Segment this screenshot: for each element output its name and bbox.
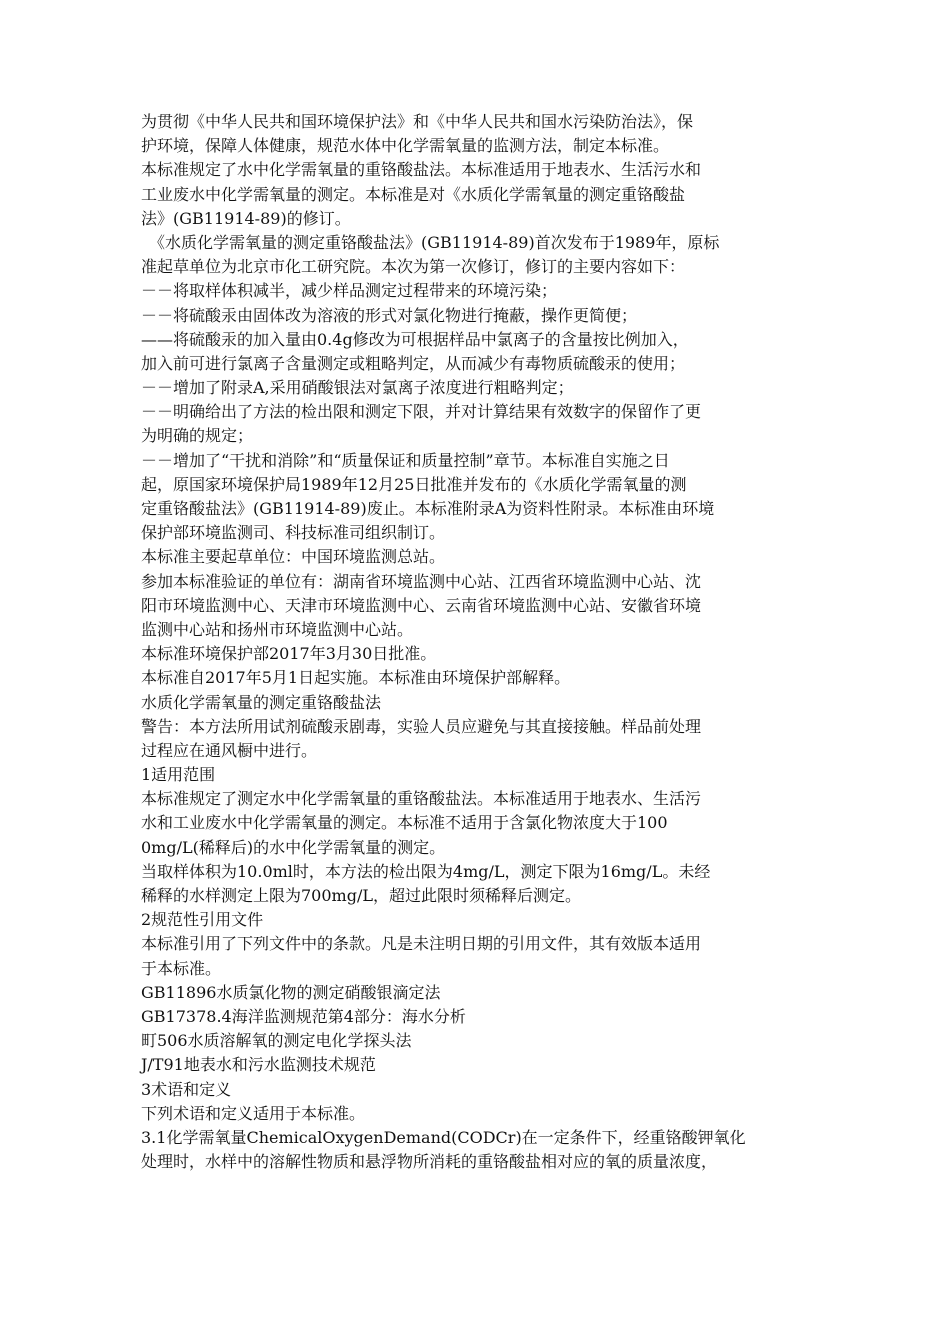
definition-text: 处理时，水样中的溶解性物质和悬浮物所消耗的重铬酸盐相对应的氧的质量浓度， <box>141 1152 718 1172</box>
text-line: 0mg/L(稀释后)的水中化学需氧量的测定。 <box>141 837 446 857</box>
reference-item: J/T91地表水和污水监测技术规范 <box>141 1055 376 1075</box>
definition-text: 3.1化学需氧量ChemicalOxygenDemand(CODCr)在一定条件下，经重铬酸钾氧化 <box>141 1127 746 1147</box>
text-line: －－将取样体积减半，减少样品测定过程带来的环境污染； <box>141 281 558 301</box>
text-line: 阳市环境监测中心、天津市环境监测中心、云南省环境监测中心站、安徽省环境 <box>141 595 702 615</box>
warning-text: 警告：本方法所用试剂硫酸汞剧毒，实验人员应避免与其直接接触。样品前处理 <box>141 716 702 736</box>
reference-item: 町506水质溶解氧的测定电化学探头法 <box>141 1031 412 1051</box>
section-heading: 3术语和定义 <box>141 1079 232 1099</box>
text-line: 法》(GB11914-89)的修订。 <box>141 208 351 228</box>
text-line: 为明确的规定； <box>141 426 254 446</box>
text-line: 水和工业废水中化学需氧量的测定。本标准不适用于含氯化物浓度大于100 <box>141 813 668 833</box>
section-heading: 2规范性引用文件 <box>141 910 264 930</box>
section-title: 水质化学需氧量的测定重铬酸盐法 <box>141 692 382 712</box>
document-body <box>141 110 821 1174</box>
text-line: 本标准规定了水中化学需氧量的重铬酸盐法。本标准适用于地表水、生活污水和 <box>141 160 702 180</box>
text-line: 保护部环境监测司、科技标准司组织制订。 <box>141 523 446 543</box>
text-line: 本标准主要起草单位：中国环境监测总站。 <box>141 547 446 567</box>
text-line: 护环境，保障人体健康，规范水体中化学需氧量的监测方法，制定本标准。 <box>141 136 670 156</box>
text-line: －－增加了附录A,采用硝酸银法对氯离子浓度进行粗略判定； <box>141 378 574 398</box>
text-line: ——将硫酸汞的加入量由0.4g修改为可根据样品中氯离子的含量按比例加入， <box>141 329 689 349</box>
text-line: －－将硫酸汞由固体改为溶液的形式对氯化物进行掩蔽，操作更简便； <box>141 305 638 325</box>
warning-text: 过程应在通风橱中进行。 <box>141 740 318 760</box>
text-line: －－明确给出了方法的检出限和测定下限，并对计算结果有效数字的保留作了更 <box>141 402 702 422</box>
text-line: 准起草单位为北京市化工研究院。本次为第一次修订，修订的主要内容如下： <box>141 257 686 277</box>
text-line: 加入前可进行氯离子含量测定或粗略判定，从而减少有毒物质硫酸汞的使用； <box>141 353 686 373</box>
text-line: 下列术语和定义适用于本标准。 <box>141 1103 366 1123</box>
text-line: 当取样体积为10.0ml时，本方法的检出限为4mg/L，测定下限为16mg/L。未经 <box>141 861 711 881</box>
text-line: 《水质化学需氧量的测定重铬酸盐法》(GB11914-89)首次发布于1989年，原标 <box>141 232 720 252</box>
text-line: 工业废水中化学需氧量的测定。本标准是对《水质化学需氧量的测定重铬酸盐 <box>141 184 686 204</box>
text-line: 定重铬酸盐法》(GB11914-89)废止。本标准附录A为资料性附录。本标准由环境 <box>141 499 715 518</box>
text-line: 为贯彻《中华人民共和国环境保护法》和《中华人民共和国水污染防治法》，保 <box>141 112 694 131</box>
section-heading: 1适用范围 <box>141 765 216 785</box>
text-line: 稀释的水样测定上限为700mg/L，超过此限时须稀释后测定。 <box>141 886 581 905</box>
text-line: 本标准引用了下列文件中的条款。凡是未注明日期的引用文件，其有效版本适用 <box>141 934 702 954</box>
text-line: －－增加了“干扰和消除”和“质量保证和质量控制”章节。本标准自实施之日 <box>141 450 670 470</box>
reference-item: GB11896水质氯化物的测定硝酸银滴定法 <box>141 982 441 1002</box>
text-line: 本标准环境保护部2017年3月30日批准。 <box>141 644 437 664</box>
text-line: 监测中心站和扬州市环境监测中心站。 <box>141 619 414 639</box>
text-line: 起，原国家环境保护局1989年12月25日批准并发布的《水质化学需氧量的测 <box>141 474 687 494</box>
text-line: 参加本标准验证的单位有：湖南省环境监测中心站、江西省环境监测中心站、沈 <box>141 571 702 591</box>
reference-item: GB17378.4海洋监测规范第4部分：海水分析 <box>141 1006 466 1026</box>
text-line: 本标准规定了测定水中化学需氧量的重铬酸盐法。本标准适用于地表水、生活污 <box>141 789 702 809</box>
text-line: 本标准自2017年5月1日起实施。本标准由环境保护部解释。 <box>141 668 571 688</box>
text-line: 于本标准。 <box>141 958 222 978</box>
